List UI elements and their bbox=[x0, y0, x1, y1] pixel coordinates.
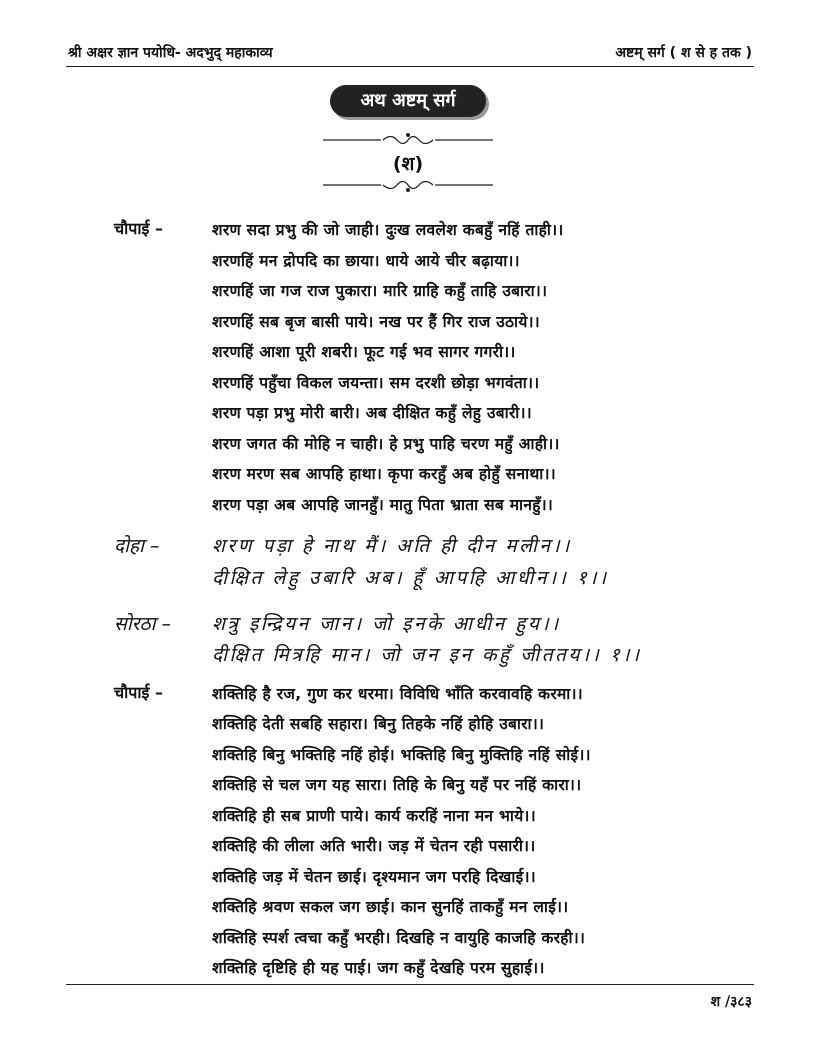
verse-line: शरण पड़ा प्रभु मोरी बारी। अब दीक्षित कहुँ लेहु उबारी।। bbox=[212, 404, 532, 422]
verse-line: शक्तिहि ही सब प्राणी पाये। कार्य करहिं नाना मन भाये।। bbox=[212, 807, 536, 825]
verse-line: शरणहिं आशा पूरी शबरी। फूट गई भव सागर गगरी।। bbox=[212, 343, 516, 361]
verse-label-chaupai: चौपाई – bbox=[114, 219, 163, 238]
section-letter: (श) bbox=[392, 153, 424, 175]
verse-line: शरण सदा प्रभु की जो जाही। दुःख लवलेश कबहुँ नहिं ताही।। bbox=[212, 221, 564, 239]
header-divider bbox=[66, 66, 754, 67]
soratha-line: शत्रु इन्द्रियन जान। जो इनके आधीन हुय।। bbox=[212, 613, 561, 635]
footer-divider bbox=[66, 984, 754, 985]
verse-line: शरण जगत की मोहि न चाही। हे प्रभु पाहि चरण महुँ आही।। bbox=[212, 435, 560, 453]
verse-label-doha: दोहा – bbox=[114, 535, 160, 557]
doha-line: दीक्षित लेहु उबारि अब। हूँ आपहि आधीन।। १।। bbox=[212, 567, 609, 589]
ornament-divider-top bbox=[323, 132, 493, 148]
verse-line: शक्तिहि श्रवण सकल जग छाई। कान सुनहिं ताकहुँ मन लाई।। bbox=[212, 898, 569, 916]
soratha-line: दीक्षित मित्रहि मान। जो जन इन कहुँ जीततय।। १।। bbox=[212, 644, 642, 666]
verse-line: शरणहिं जा गज राज पुकारा। मारि ग्राहि कहुँ ताहि उबारा।। bbox=[212, 282, 548, 300]
verse-line: शक्तिहि की लीला अति भारी। जड़ में चेतन रही पसारी।। bbox=[212, 837, 536, 855]
verse-line: शरण मरण सब आपहि हाथा। कृपा करहुँ अब होहुँ सनाथा।। bbox=[212, 465, 556, 483]
page-number: श /३८३ bbox=[710, 994, 752, 1010]
verse-line: शक्तिहि बिनु भक्तिहि नहिं होई। भक्तिहि बिनु मुक्तिहि नहिं सोई।। bbox=[212, 746, 591, 764]
doha-line: शरण पड़ा हे नाथ मैं। अति ही दीन मलीन।। bbox=[212, 535, 572, 557]
verse-label-soratha: सोरठा – bbox=[114, 613, 172, 635]
ornament-divider-bottom bbox=[323, 177, 493, 193]
verse-line: शरणहिं पहुँचा विकल जयन्ता। सम दरशी छोड़ा भगवंता।। bbox=[212, 374, 540, 392]
verse-line: शरणहिं मन द्रोपदि का छाया। धाये आये चीर बढ़ाया।। bbox=[212, 252, 520, 270]
verse-line: शरणहिं सब बृज बासी पाये। नख पर हैं गिर राज उठाये।। bbox=[212, 313, 540, 331]
chapter-title: अथ अष्टम् सर्ग bbox=[330, 85, 486, 117]
verse-line: शक्तिहि दृष्टिहि ही यह पाई। जग कहुँ देखहि परम सुहाई।। bbox=[212, 959, 545, 977]
verse-label-chaupai: चौपाई – bbox=[114, 683, 163, 702]
verse-line: शक्तिहि है रज, गुण कर धरमा। विविधि भाँति करवावहि करमा।। bbox=[212, 685, 583, 703]
verse-line: शक्तिहि देती सबहि सहारा। बिनु तिहके नहिं होहि उबारा।। bbox=[212, 715, 545, 733]
verse-line: शरण पड़ा अब आपहि जानहुँ। मातु पिता भ्राता सब मानहुँ।। bbox=[212, 496, 554, 514]
running-header-section: अष्टम् सर्ग ( श से ह तक ) bbox=[615, 45, 752, 61]
verse-line: शक्तिहि स्पर्श त्वचा कहुँ भरही। दिखहि न वायुहि काजहि करही।। bbox=[212, 929, 586, 947]
verse-line: शक्तिहि जड़ में चेतन छाई। दृश्यमान जग परहि दिखाई।। bbox=[212, 868, 536, 886]
verse-line: शक्तिहि से चल जग यह सारा। तिहि के बिनु यहँ पर नहिं कारा।। bbox=[212, 776, 582, 794]
running-header-title: श्री अक्षर ज्ञान पयोधि- अदभुद् महाकाव्य bbox=[68, 45, 273, 61]
